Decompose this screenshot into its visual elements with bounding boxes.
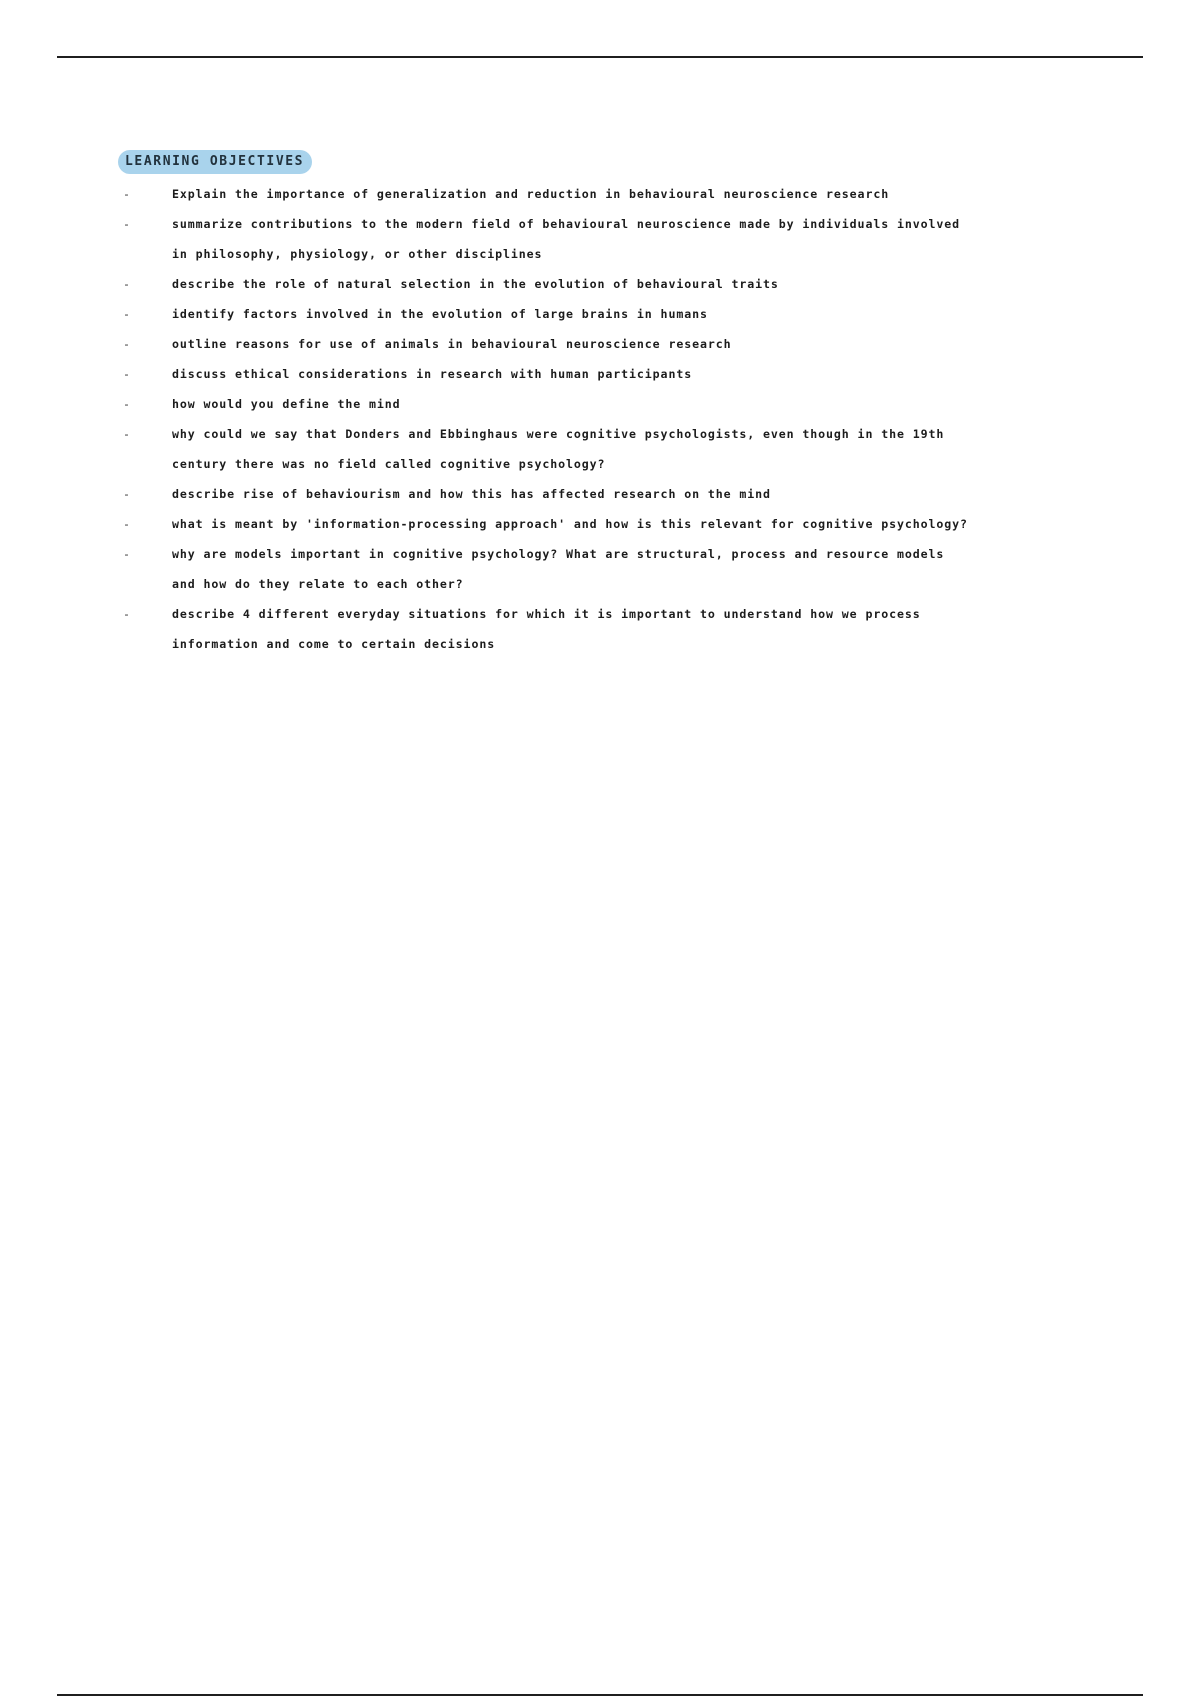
bullet-dash: - [123, 367, 131, 381]
bullet-dash: - [123, 427, 131, 441]
objective-item [118, 389, 1118, 419]
bullet-dash: - [123, 277, 131, 291]
objective-text-line: describe 4 different everyday situations for which it is important to understand how we process [172, 607, 921, 621]
objective-text-line: summarize contributions to the modern field of behavioural neuroscience made by individuals involved [172, 217, 961, 231]
objective-text-line: why could we say that Donders and Ebbinghaus were cognitive psychologists, even though in the 19th [172, 427, 945, 441]
top-rule [57, 56, 1143, 58]
bullet-dash: - [123, 217, 131, 231]
objective-text-line: outline reasons for use of animals in behavioural neuroscience research [172, 337, 732, 351]
objective-text-line: describe rise of behaviourism and how this has affected research on the mind [172, 487, 771, 501]
objective-item [118, 329, 1118, 359]
objective-text-line: why are models important in cognitive psychology? What are structural, process and resource models [172, 547, 945, 561]
bullet-dash: - [123, 547, 131, 561]
objective-item [118, 599, 1118, 659]
bottom-rule [57, 1694, 1143, 1696]
objective-item [118, 509, 1118, 539]
objective-item [118, 179, 1118, 209]
objective-text-line: century there was no field called cognitive psychology? [172, 457, 606, 471]
bullet-dash: - [123, 487, 131, 501]
bullet-dash: - [123, 337, 131, 351]
objective-item [118, 479, 1118, 509]
objective-item [118, 299, 1118, 329]
objective-item [118, 209, 1118, 269]
objective-text-line: what is meant by 'information-processing approach' and how is this relevant for cognitive psychology? [172, 517, 968, 531]
bullet-dash: - [123, 307, 131, 321]
objective-text-line: describe the role of natural selection in the evolution of behavioural traits [172, 277, 779, 291]
objective-text-line: how would you define the mind [172, 397, 401, 411]
bullet-dash: - [123, 517, 131, 531]
objective-item [118, 539, 1118, 599]
bullet-dash: - [123, 187, 131, 201]
objective-item [118, 269, 1118, 299]
section-heading-badge: LEARNING OBJECTIVES [118, 150, 312, 174]
objective-item [118, 419, 1118, 479]
objective-text-line: information and come to certain decisions [172, 637, 496, 651]
learning-objectives-section [118, 150, 1118, 659]
objective-text-line: identify factors involved in the evolution of large brains in humans [172, 307, 708, 321]
bullet-dash: - [123, 607, 131, 621]
objectives-list [118, 179, 1118, 659]
objective-text-line: Explain the importance of generalization and reduction in behavioural neuroscience research [172, 187, 890, 201]
objective-text-line: and how do they relate to each other? [172, 577, 464, 591]
objective-text-line: in philosophy, physiology, or other disciplines [172, 247, 543, 261]
objective-item [118, 359, 1118, 389]
objective-text-line: discuss ethical considerations in research with human participants [172, 367, 693, 381]
bullet-dash: - [123, 397, 131, 411]
